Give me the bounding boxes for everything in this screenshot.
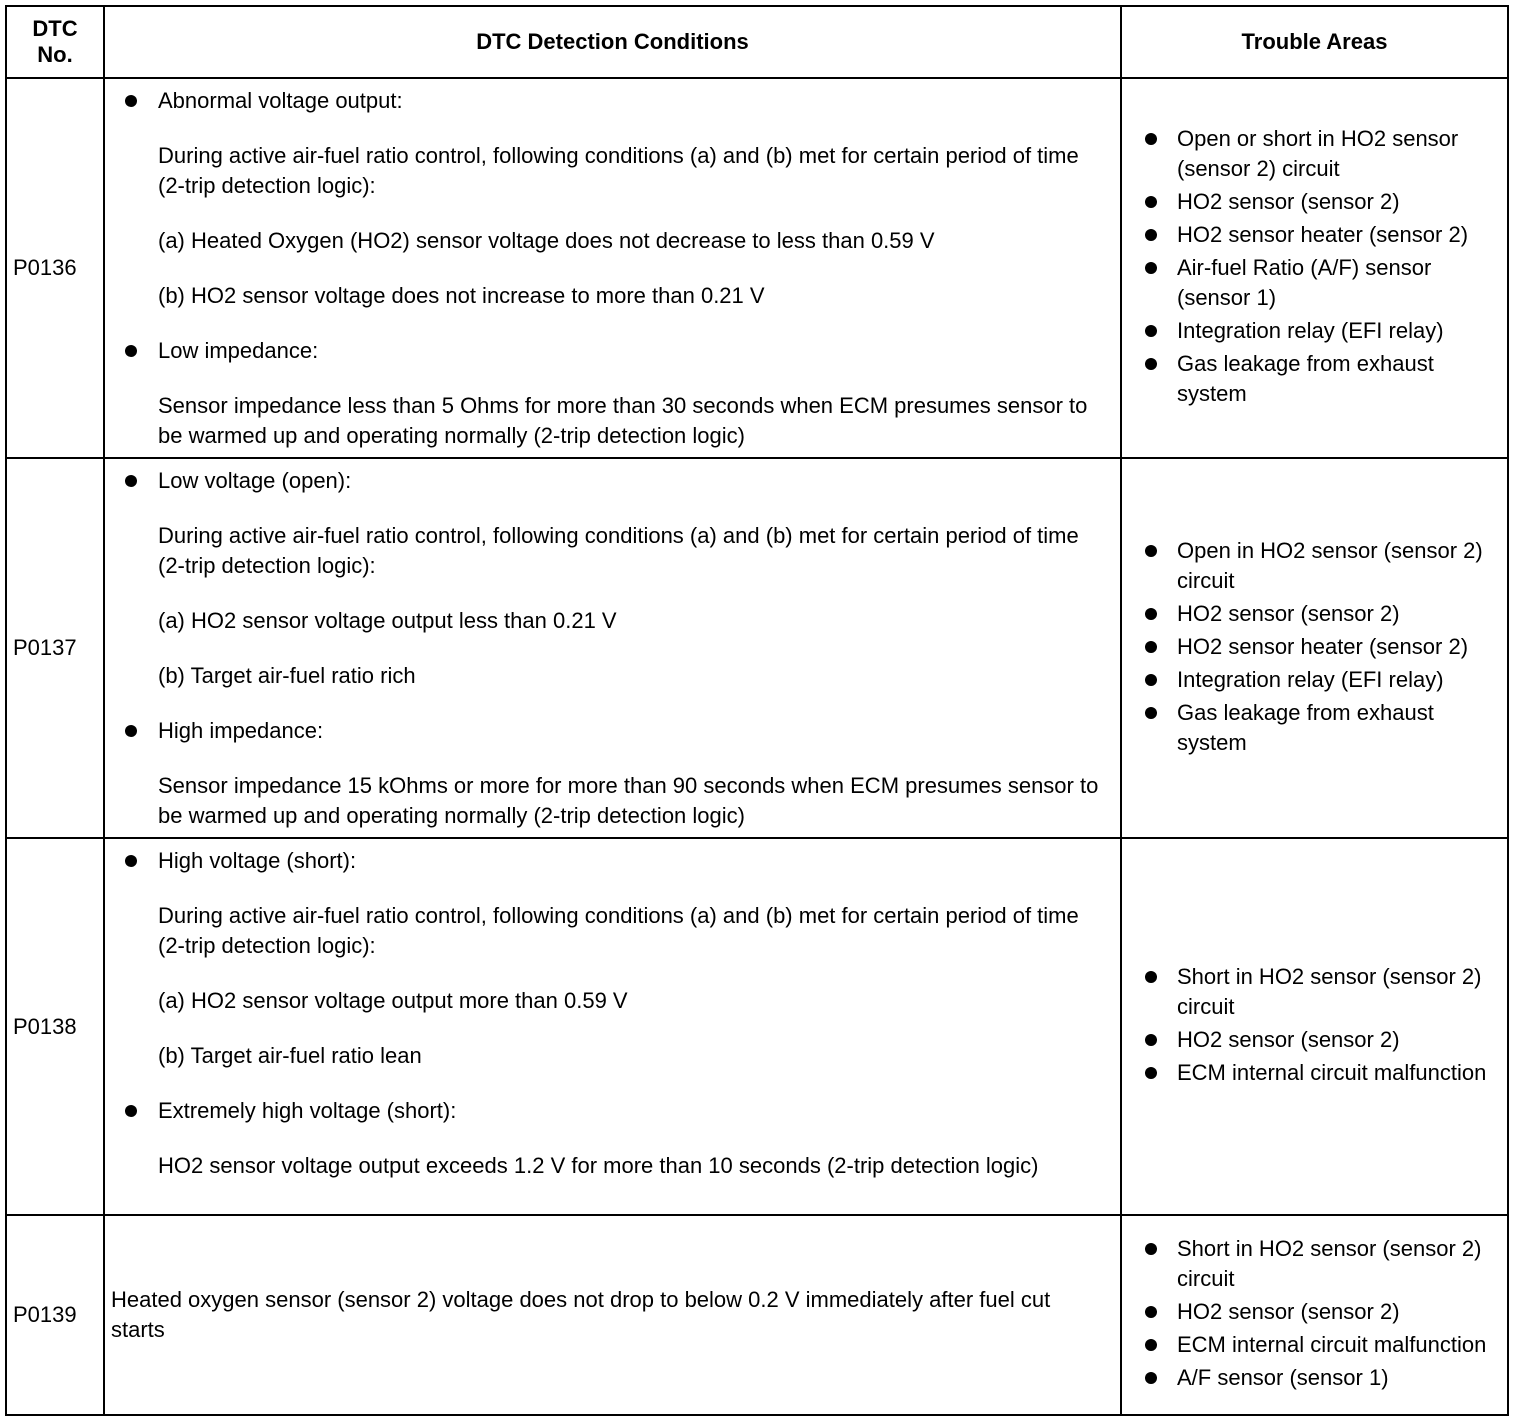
dtc-code: P0138 [6, 838, 104, 1215]
bullet-icon [1145, 1339, 1157, 1351]
trouble-areas [1121, 1215, 1508, 1415]
condition-text: HO2 sensor voltage output exceeds 1.2 V for more than 10 seconds (2-trip detection logic) [158, 1153, 1039, 1178]
dtc-table [5, 5, 1509, 1416]
trouble-area-item: HO2 sensor heater (sensor 2) [1142, 220, 1499, 250]
trouble-area-item: HO2 sensor (sensor 2) [1142, 1297, 1499, 1327]
condition-bullet [125, 466, 1108, 496]
condition-text: During active air-fuel ratio control, following conditions (a) and (b) met for certain period of time (2-trip detection logic): [158, 523, 1079, 578]
condition-bullet-text: Low voltage (open): [158, 468, 352, 493]
header-dtc-no-label: DTC No. [32, 16, 78, 67]
condition-text: (b) Target air-fuel ratio rich [158, 663, 416, 688]
table-row [6, 838, 1508, 1215]
trouble-areas [1121, 838, 1508, 1215]
trouble-area-item: Air-fuel Ratio (A/F) sensor (sensor 1) [1142, 253, 1499, 313]
trouble-area-item: Gas leakage from exhaust system [1142, 349, 1499, 409]
table-row [6, 1215, 1508, 1415]
bullet-icon [1145, 1306, 1157, 1318]
trouble-area-list [1142, 1234, 1499, 1393]
bullet-icon [1145, 196, 1157, 208]
bullet-icon [1145, 608, 1157, 620]
condition-bullet-text: Abnormal voltage output: [158, 88, 403, 113]
bullet-icon [125, 855, 137, 867]
header-row [6, 6, 1508, 78]
dtc-code: P0136 [6, 78, 104, 458]
trouble-area-list [1142, 962, 1499, 1088]
condition-bullet [125, 336, 1108, 366]
bullet-icon [125, 345, 137, 357]
header-trouble-areas: Trouble Areas [1121, 6, 1508, 78]
condition-bullet-text: Low impedance: [158, 338, 319, 363]
condition-text: (a) HO2 sensor voltage output less than 0.21 V [158, 608, 617, 633]
condition-bullet [125, 86, 1108, 116]
condition-bullet [125, 716, 1108, 746]
bullet-icon [1145, 1372, 1157, 1384]
condition-text: (b) Target air-fuel ratio lean [158, 1043, 422, 1068]
condition-text: (a) Heated Oxygen (HO2) sensor voltage does not decrease to less than 0.59 V [158, 228, 935, 253]
detection-conditions: Heated oxygen sensor (sensor 2) voltage does not drop to below 0.2 V immediately after fuel cut starts [104, 1215, 1121, 1415]
bullet-icon [1145, 1243, 1157, 1255]
bullet-icon [1145, 1067, 1157, 1079]
condition-text: During active air-fuel ratio control, following conditions (a) and (b) met for certain period of time (2-trip detection logic): [158, 903, 1079, 958]
condition-text: (a) HO2 sensor voltage output more than 0.59 V [158, 988, 628, 1013]
bullet-icon [1145, 545, 1157, 557]
dtc-code: P0139 [6, 1215, 104, 1415]
bullet-icon [1145, 707, 1157, 719]
bullet-icon [1145, 229, 1157, 241]
condition-bullet-text: High impedance: [158, 718, 324, 743]
bullet-icon [1145, 262, 1157, 274]
detection-conditions [104, 78, 1121, 458]
trouble-area-item: HO2 sensor (sensor 2) [1142, 187, 1499, 217]
table-row [6, 458, 1508, 838]
bullet-icon [125, 95, 137, 107]
trouble-areas [1121, 458, 1508, 838]
header-dtc-no [6, 6, 104, 78]
trouble-area-item: Gas leakage from exhaust system [1142, 698, 1499, 758]
bullet-icon [1145, 358, 1157, 370]
trouble-area-item: Short in HO2 sensor (sensor 2) circuit [1142, 1234, 1499, 1294]
trouble-area-list [1142, 124, 1499, 409]
trouble-area-item: Open or short in HO2 sensor (sensor 2) circuit [1142, 124, 1499, 184]
bullet-icon [125, 1105, 137, 1117]
condition-text: Sensor impedance 15 kOhms or more for more than 90 seconds when ECM presumes sensor to be warmed up and operating normally (2-trip detection logic) [158, 773, 1099, 828]
table-row [6, 78, 1508, 458]
trouble-area-item: Integration relay (EFI relay) [1142, 316, 1499, 346]
trouble-area-item: HO2 sensor (sensor 2) [1142, 1025, 1499, 1055]
bullet-icon [1145, 133, 1157, 145]
bullet-icon [1145, 1034, 1157, 1046]
bullet-icon [125, 725, 137, 737]
trouble-area-list [1142, 536, 1499, 758]
condition-bullet-text: High voltage (short): [158, 848, 357, 873]
bullet-icon [125, 475, 137, 487]
bullet-icon [1145, 325, 1157, 337]
trouble-area-item: ECM internal circuit malfunction [1142, 1330, 1499, 1360]
trouble-area-item: A/F sensor (sensor 1) [1142, 1363, 1499, 1393]
header-detection-conditions: DTC Detection Conditions [104, 6, 1121, 78]
condition-text: Sensor impedance less than 5 Ohms for more than 30 seconds when ECM presumes sensor to be warmed up and operating normally (2-trip detection logic) [158, 393, 1088, 448]
bullet-icon [1145, 971, 1157, 983]
condition-bullet [125, 1096, 1108, 1126]
trouble-area-item: Short in HO2 sensor (sensor 2) circuit [1142, 962, 1499, 1022]
condition-bullet [125, 846, 1108, 876]
trouble-areas [1121, 78, 1508, 458]
trouble-area-item: Open in HO2 sensor (sensor 2) circuit [1142, 536, 1499, 596]
condition-text: (b) HO2 sensor voltage does not increase to more than 0.21 V [158, 283, 765, 308]
trouble-area-item: HO2 sensor (sensor 2) [1142, 599, 1499, 629]
trouble-area-item: HO2 sensor heater (sensor 2) [1142, 632, 1499, 662]
dtc-code: P0137 [6, 458, 104, 838]
trouble-area-item: ECM internal circuit malfunction [1142, 1058, 1499, 1088]
bullet-icon [1145, 674, 1157, 686]
trouble-area-item: Integration relay (EFI relay) [1142, 665, 1499, 695]
bullet-icon [1145, 641, 1157, 653]
detection-conditions [104, 838, 1121, 1215]
condition-bullet-text: Extremely high voltage (short): [158, 1098, 457, 1123]
detection-conditions [104, 458, 1121, 838]
condition-text: During active air-fuel ratio control, following conditions (a) and (b) met for certain period of time (2-trip detection logic): [158, 143, 1079, 198]
